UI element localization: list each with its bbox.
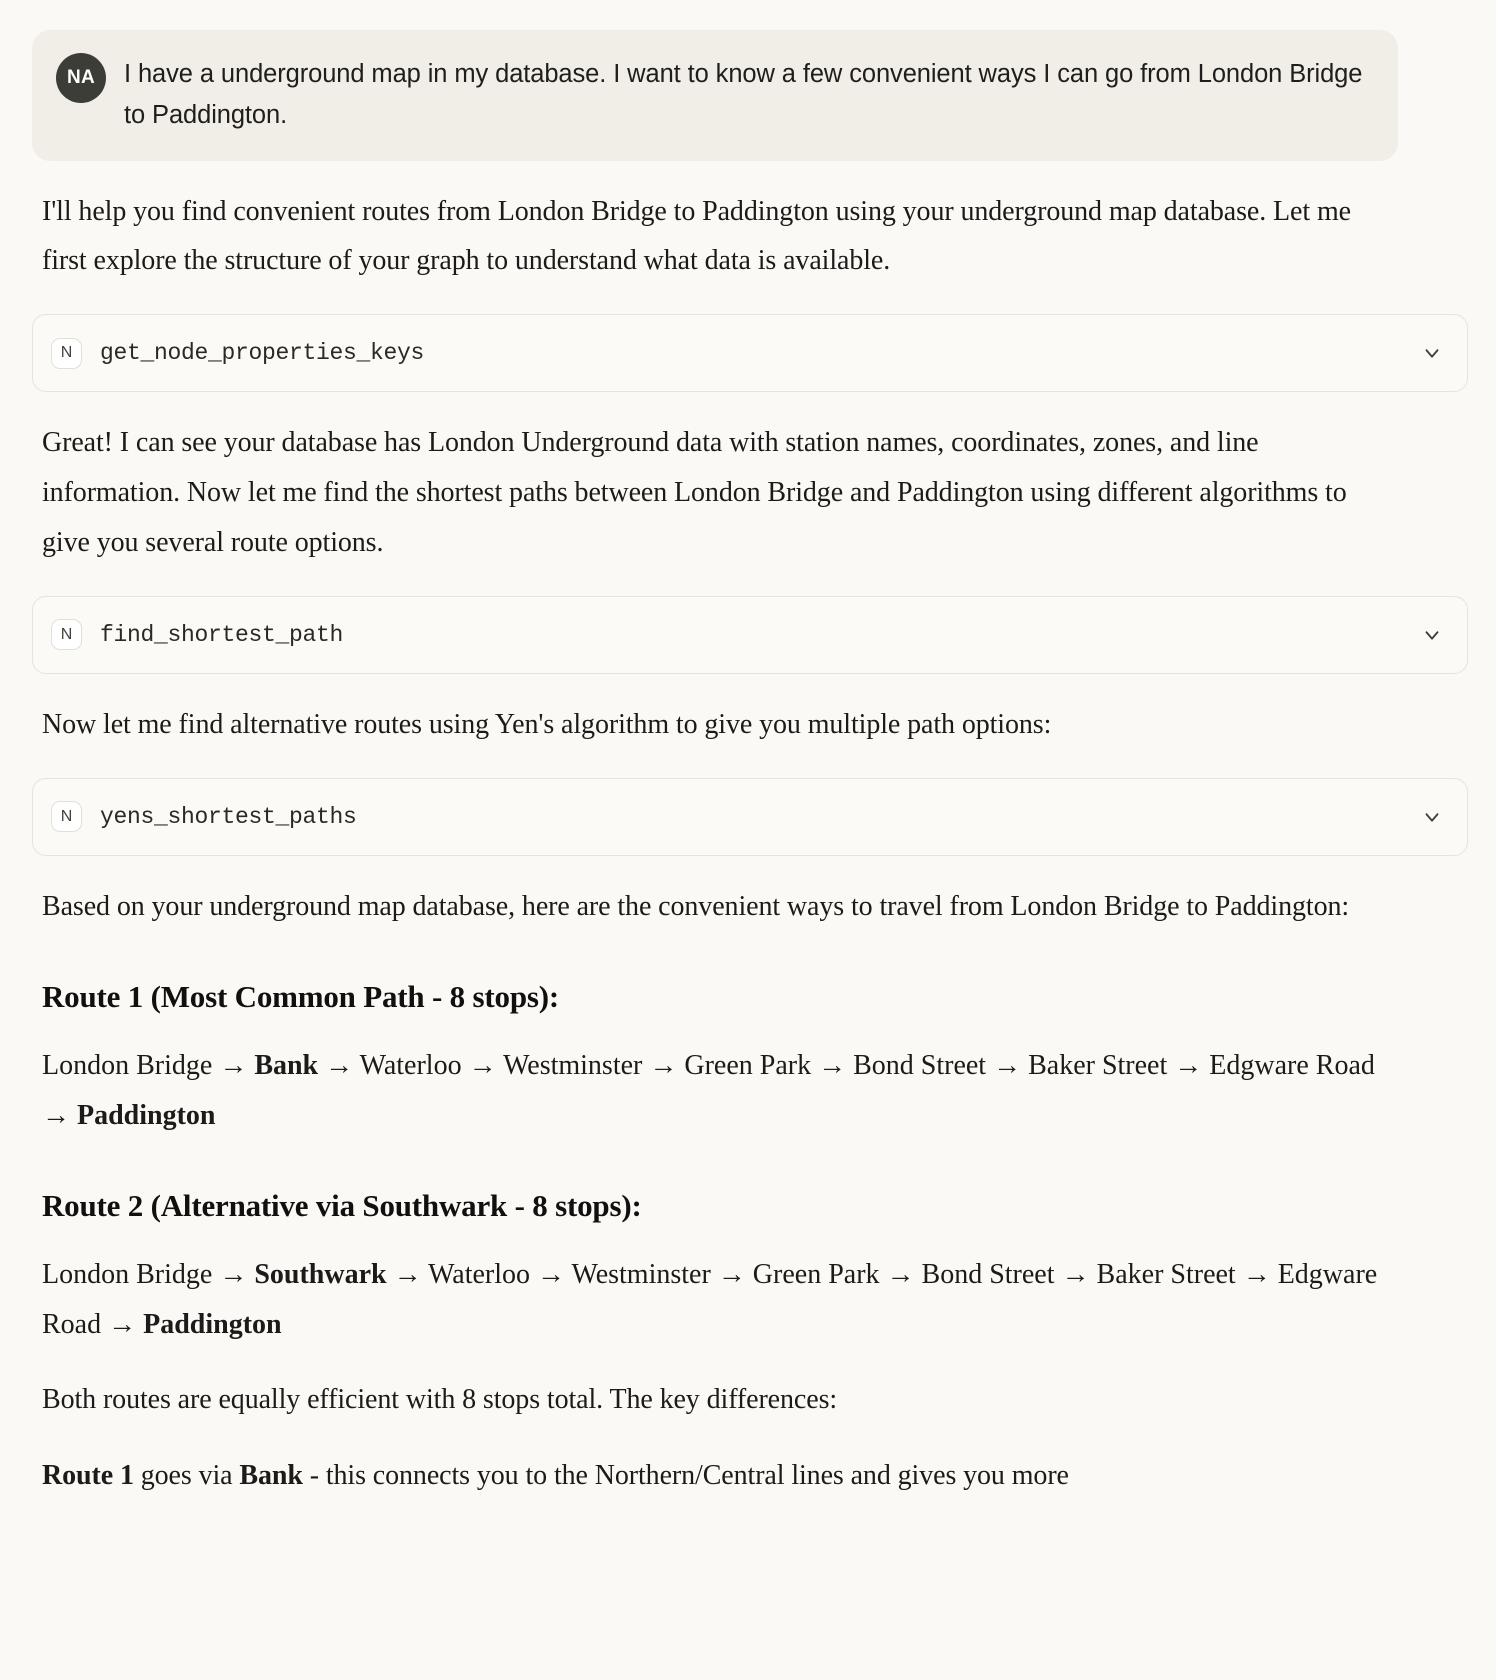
chevron-down-icon[interactable]	[1419, 622, 1445, 648]
user-message-bubble	[32, 30, 1398, 161]
route-2-path: London Bridge → Southwark → Waterloo → Westminster → Green Park → Bond Street → Baker Street → Edgware Road → Paddington	[42, 1258, 1378, 1340]
tool-call-yens-shortest-paths[interactable]	[32, 778, 1468, 856]
assistant-response	[0, 187, 1496, 287]
difference-1-paragraph: Route 1 goes via Bank - this connects you to the Northern/Central lines and gives you more	[42, 1460, 1069, 1492]
conversation-thread	[0, 30, 1496, 1501]
user-message-text: I have a underground map in my database. I want to know a few convenient ways I can go from London Bridge to Paddington.	[124, 60, 1363, 130]
chevron-down-icon[interactable]	[1419, 804, 1445, 830]
assistant-paragraph-4: Based on your underground map database, here are the convenient ways to travel from London Bridge to Paddington:	[42, 890, 1350, 922]
assistant-response-part-3	[0, 700, 1496, 750]
tool-badge-icon: N	[51, 338, 82, 369]
tool-call-get-node-properties-keys[interactable]	[32, 314, 1468, 392]
route-1-heading: Route 1 (Most Common Path - 8 stops):	[42, 979, 559, 1015]
tool-call-name: yens_shortest_paths	[100, 803, 357, 830]
assistant-response-part-4	[0, 882, 1496, 1502]
avatar: NA	[56, 53, 106, 103]
assistant-intro-paragraph: I'll help you find convenient routes from London Bridge to Paddington using your underground map database. Let me first explore the structure of your graph to understand what data is available.	[42, 195, 1351, 277]
route-2-heading: Route 2 (Alternative via Southwark - 8 stops):	[42, 1188, 642, 1224]
assistant-paragraph-3: Now let me find alternative routes using Yen's algorithm to give you multiple path options:	[42, 708, 1052, 740]
assistant-response-part-2	[0, 418, 1496, 567]
route-1-path: London Bridge → Bank → Waterloo → Westminster → Green Park → Bond Street → Baker Street → Edgware Road → Paddington	[42, 1049, 1375, 1131]
tool-call-name: find_shortest_path	[100, 621, 344, 648]
tool-call-find-shortest-path[interactable]	[32, 596, 1468, 674]
comparison-paragraph: Both routes are equally efficient with 8 stops total. The key differences:	[42, 1384, 838, 1416]
chevron-down-icon[interactable]	[1419, 340, 1445, 366]
assistant-paragraph-2: Great! I can see your database has London Underground data with station names, coordinates, zones, and line information. Now let me find the shortest paths between London Bridge and Paddington using different algorithms to give you several route options.	[42, 427, 1347, 558]
tool-badge-icon: N	[51, 619, 82, 650]
tool-call-name: get_node_properties_keys	[100, 340, 425, 367]
tool-badge-icon: N	[51, 801, 82, 832]
